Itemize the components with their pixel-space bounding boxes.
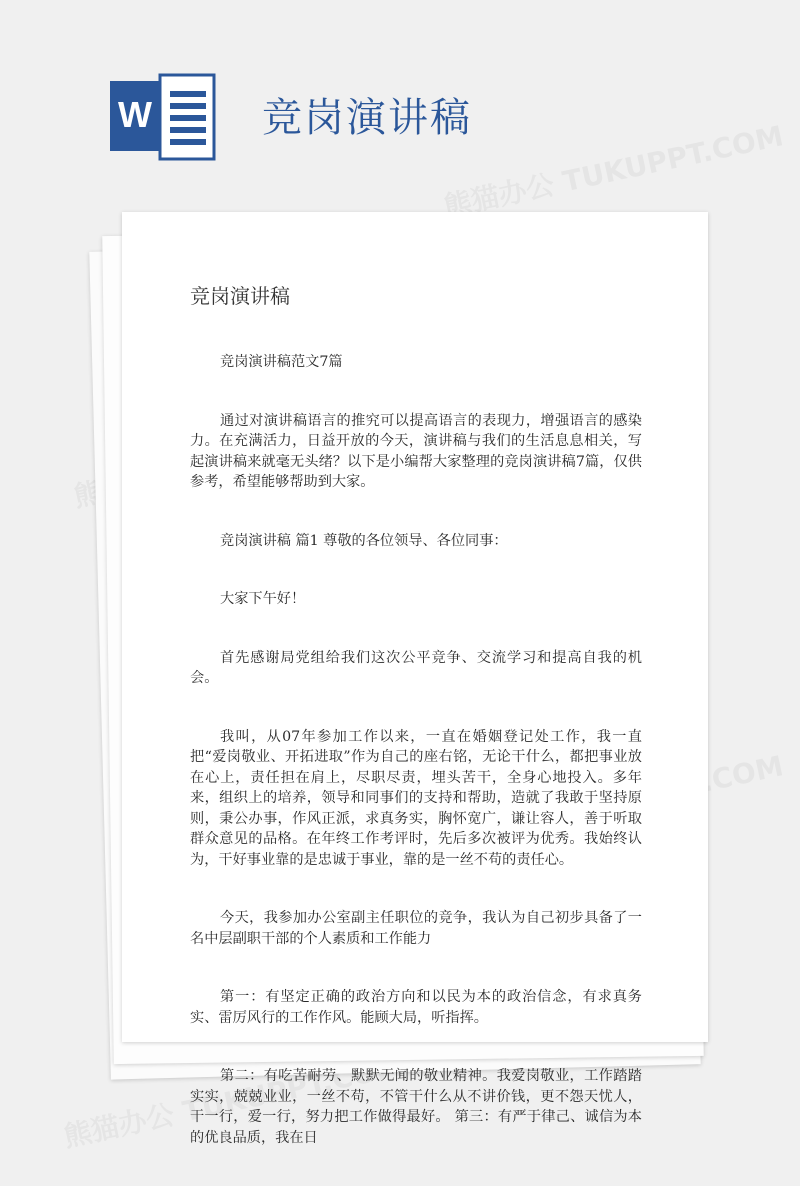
logo-letter: W: [118, 94, 152, 135]
header-title: 竞岗演讲稿: [262, 95, 472, 141]
watermark: [440, 114, 787, 225]
document-paragraph: 我叫，从07年参加工作以来，一直在婚姻登记处工作，我一直把“爱岗敬业、开拓进取”作为自己的座右铭，无论干什么，都把事业放在心上，责任担在肩上，尽职尽责，埋头苦干，全身心地投入。多年来，组织上的培养，领导和同事们的支持和帮助，造就了我敢于坚持原则，秉公办事，作风正派，求真务实，胸怀宽广，谦让容人，善于听取群众意见的品格。在年终工作考评时，先后多次被评为优秀。我始终认为，干好事业靠的是忠诚于事业，靠的是一丝不苟的责任心。: [190, 728, 642, 868]
document-page: [122, 212, 708, 1146]
word-logo-icon: [110, 75, 214, 159]
document-body: [190, 352, 642, 1186]
document-paragraph: 竞岗演讲稿 篇1 尊敬的各位领导、各位同事：: [220, 532, 508, 549]
document-paragraph: 第一：有坚定正确的政治方向和以民为本的政治信念，有求真务实、雷厉风行的工作作风。能顾大局，听指挥。: [190, 989, 642, 1026]
document-paragraph: 通过对演讲稿语言的推究可以提高语言的表现力，增强语言的感染力。在充满活力，日益开放的今天，演讲稿与我们的生活息息相关，写起演讲稿来就毫无头绪？以下是小编帮大家整理的竞岗演讲稿7篇，仅供参考，希望能够帮助到大家。: [190, 412, 642, 490]
document-paragraph: 竞岗演讲稿范文7篇: [220, 354, 343, 370]
document-paragraph: 首先感谢局党组给我们这次公平竞争、交流学习和提高自我的机会。: [190, 649, 642, 686]
document-paragraph: 今天，我参加办公室副主任职位的竞争，我认为自己初步具备了一名中层副职干部的个人素质和工作能力: [190, 910, 642, 947]
document-paragraph: 第二：有吃苦耐劳、默默无闻的敬业精神。我爱岗敬业，工作踏踏实实，兢兢业业，一丝不苟，不管干什么从不讲价钱，更不怨天忧人，干一行，爱一行，努力把工作做得最好。 第三：有严于律己、诚信为本的优良品质，我在日: [190, 1068, 642, 1146]
document-title: 竞岗演讲稿: [190, 284, 290, 308]
document-paragraph: 大家下午好！: [220, 591, 306, 607]
